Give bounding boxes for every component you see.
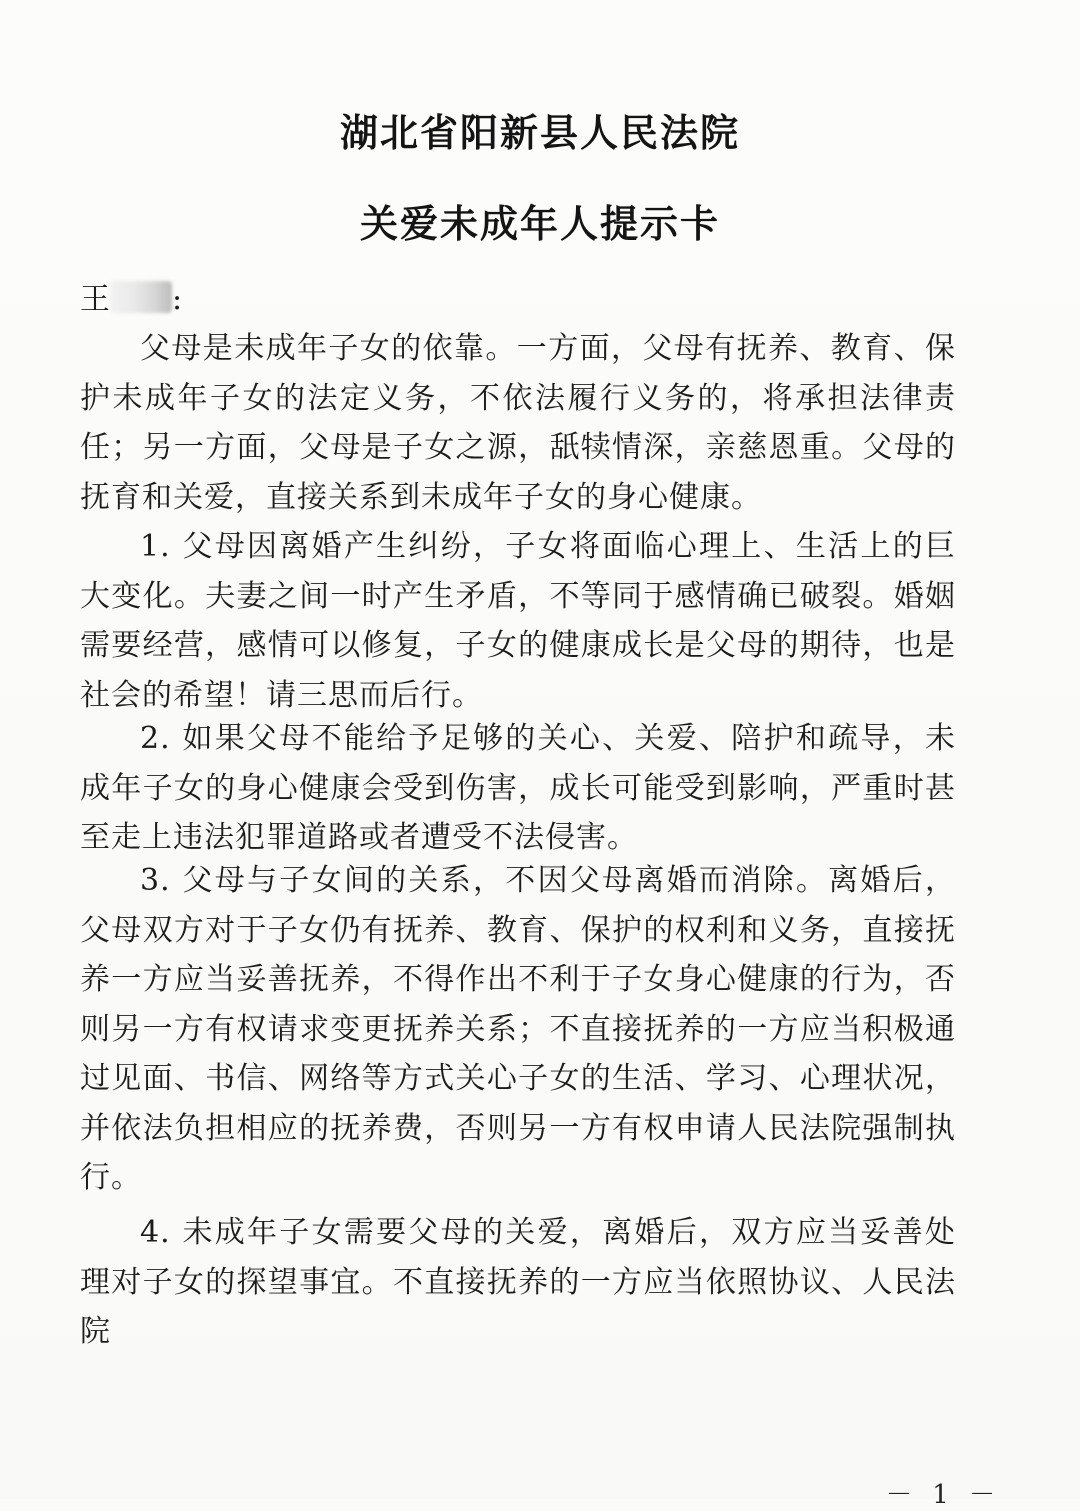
paragraph-item-2: 2. 如果父母不能给予足够的关心、关爱、陪护和疏导，未成年子女的身心健康会受到伤害，成长可能受到影响，严重时甚至走上违法犯罪道路或者遭受不法侵害。 [80, 721, 956, 855]
document-title-court: 湖北省阳新县人民法院 [339, 111, 740, 155]
salutation-colon: : [172, 282, 183, 317]
paragraph-item-4: 4. 未成年子女需要父母的关爱，离婚后，双方应当妥善处理对子女的探望事宜。不直接抚养的一方应当依照协议、人民法院 [80, 1215, 956, 1349]
paragraph-intro: 父母是未成年子女的依靠。一方面，父母有抚养、教育、保护未成年子女的法定义务，不依法履行义务的，将承担法律责任；另一方面，父母是子女之源，舐犊情深，亲慈恩重。父母的抚育和关爱，直接关系到未成年子女的身心健康。 [80, 331, 956, 515]
redacted-name-blur [110, 281, 172, 313]
paragraph-item-3: 3. 父母与子女间的关系，不因父母离婚而消除。离婚后，父母双方对于子女仍有抚养、教育、保护的权利和义务，直接抚养一方应当妥善抚养，不得作出不利于子女身心健康的行为，否则另一方有权请求变更抚养关系；不直接抚养的一方应当积极通过见面、书信、网络等方式关心子女的生活、学习、心理状况，并依法负担相应的抚养费，否则另一方有权申请人民法院强制执行。 [80, 863, 956, 1195]
page-number: － 1 － [886, 1480, 1002, 1510]
salutation [80, 276, 182, 324]
paragraph-item-1: 1. 父母因离婚产生纠纷，子女将面临心理上、生活上的巨大变化。夫妻之间一时产生矛盾，不等同于感情确已破裂。婚姻需要经营，感情可以修复，子女的健康成长是父母的期待，也是社会的希望！请三思而后行。 [80, 529, 956, 713]
salutation-name: 王 [80, 282, 110, 317]
document-title-card: 关爱未成年人提示卡 [359, 202, 720, 246]
